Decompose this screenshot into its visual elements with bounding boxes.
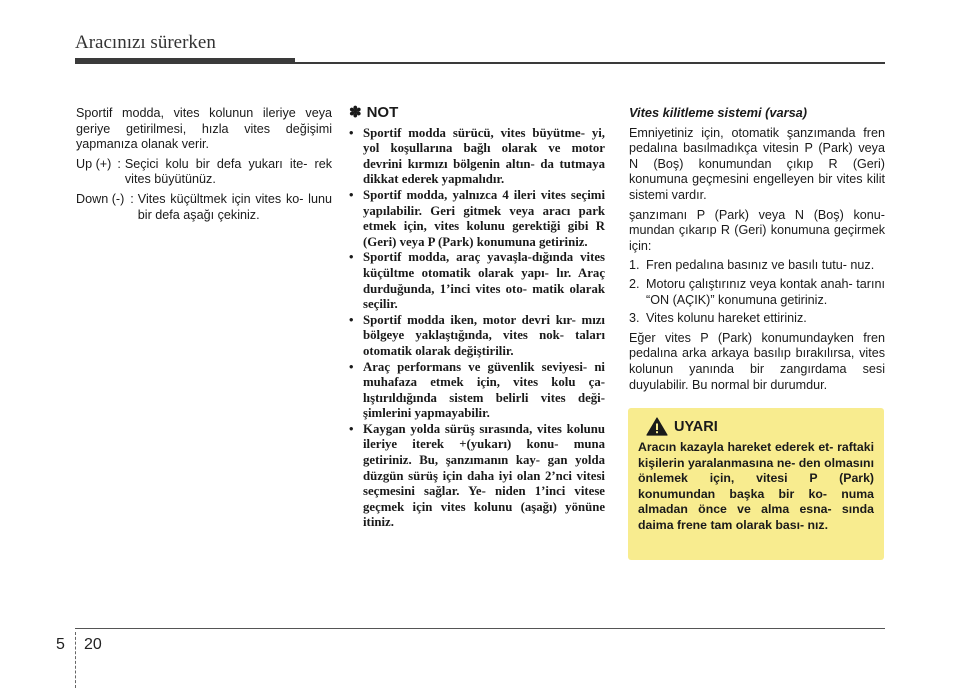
note-title: NOT: [366, 104, 399, 121]
sportif-intro-text: Sportif modda, vites kolunun ileriye veya geriye getirilmesi, hızla vites değişimi yapmanıza olanak verir.: [76, 106, 332, 152]
note-list-item: [349, 422, 605, 531]
definition-down: [76, 192, 332, 223]
note-section: [349, 106, 605, 531]
step-text: Vites kolunu hareket ettiriniz.: [646, 311, 807, 326]
step-text: Fren pedalına basınız ve basılı tutu- nuz.: [646, 258, 875, 273]
step-item: [629, 311, 885, 327]
note-list: [349, 126, 605, 531]
step-number: 1.: [629, 258, 640, 273]
page-number: 20: [84, 636, 102, 653]
bullet-icon: •: [349, 187, 354, 202]
definition-colon: :: [130, 191, 134, 206]
step-number: 2.: [629, 276, 640, 291]
definition-desc: Vites küçültmek için vites ko- lunu bir defa aşağı çekiniz.: [137, 191, 332, 222]
header-accent-bar: [75, 58, 295, 64]
warning-heading: [646, 417, 874, 436]
note-item-text: Araç performans ve güvenlik seviyesi- ni muhafaza etmek için, vites kolu ça- lıştırıldığında sistem belirli vites deği- şimlerini yapmayabilir.: [363, 359, 605, 421]
bullet-icon: •: [349, 125, 354, 140]
note-list-item: [349, 313, 605, 360]
definition-term: Up (+): [76, 156, 112, 171]
page-header-title: Aracınızı sürerken: [75, 32, 216, 53]
note-list-item: [349, 360, 605, 422]
step-number: 3.: [629, 311, 640, 326]
warning-text: Aracın kazayla hareket ederek et- raftaki kişilerin yaralanmasına ne- den olmasını önlemek için, vitesi P (Park) konumundan başka bir ko- numa almadan önce ve alma esna- sında daima frene tam olarak bası- nız.: [638, 440, 874, 532]
note-list-item: [349, 188, 605, 250]
footer-divider: [75, 632, 76, 688]
shift-lock-note: Eğer vites P (Park) konumundayken fren pedalına arka arkaya basılıp bırakılırsa, vites kolunun yanında bir zangırdama sesi duyulabilir. Bu normal bir durumdur.: [629, 330, 885, 392]
bullet-icon: •: [349, 421, 354, 436]
note-item-text: Sportif modda, yalnızca 4 ileri vites seçimi yapılabilir. Geri gitmek veya aracı park etmek için, vites kolunu gerektiği gibi R (Geri) veya P (Park) konumuna getiriniz.: [363, 187, 605, 249]
column-sportif-mode: [76, 106, 332, 227]
note-list-item: [349, 250, 605, 312]
header-rule: [295, 62, 885, 64]
warning-title: UYARI: [674, 418, 718, 435]
warning-triangle-icon: [646, 417, 668, 436]
shift-lock-intro: Emniyetiniz için, otomatik şanzımanda fren pedalına basılmadıkça vitesin P (Park) veya N (Boş) konumundan çıkıp R (Geri) konumuna geçmesini engelleyen bir vites kilit sistemi vardır.: [629, 125, 885, 202]
note-item-text: Kaygan yolda sürüş sırasında, vites kolunu ileriye iterek +(yukarı) konu- muna getiriniz. Bu, şanzımanın kay- gan yolda düzgün sürüş için daha iyi olan 2’nci vitesi seçmesini sağlar. Ye- niden 1’inci vitese geçmek için vites kolunu (aşağı) yönüne itiniz.: [363, 421, 605, 530]
definition-term: Down (-): [76, 191, 125, 206]
step-item: [629, 258, 885, 274]
step-text: Motoru çalıştırınız veya kontak anah- tarını “ON (AÇIK)” konumuna getiriniz.: [646, 276, 885, 307]
bullet-icon: •: [349, 312, 354, 327]
footer-rule: [75, 628, 885, 629]
definition-up: [76, 157, 332, 188]
shift-lock-heading: Vites kilitleme sistemi (varsa): [629, 105, 808, 120]
shift-lock-steps: [629, 258, 885, 326]
star-icon: ✽: [349, 104, 362, 121]
bullet-icon: •: [349, 250, 354, 265]
warning-box: [628, 408, 884, 560]
note-item-text: Sportif modda sürücü, vites büyütme- yi, yol koşullarına bağlı olarak ve motor devrini kırmızı bölgenin altın- da tutmaya dikkat ederek yapmalıdır.: [363, 125, 605, 187]
column-shift-lock: [629, 106, 885, 397]
definition-desc: Seçici kolu bir defa yukarı ite- rek vites büyütünüz.: [124, 156, 332, 187]
note-heading: [349, 105, 605, 121]
step-item: [629, 277, 885, 308]
shift-lock-instructions: şanzımanı P (Park) veya N (Boş) konu- mundan çıkarıp R (Geri) konumuna geçirmek için:: [629, 207, 885, 253]
note-item-text: Sportif modda iken, motor devri kır- mızı bölgeye yaklaştığında, vites nok- taları otomatik olarak değiştirilir.: [363, 312, 605, 358]
note-item-text: Sportif modda, araç yavaşla-dığında vites küçültme otomatik olarak yapı- lır. Araç durduğunda, 1’inci vites oto- matik olarak seçilir.: [363, 250, 605, 312]
section-number: 5: [56, 636, 65, 653]
definition-colon: :: [117, 156, 121, 171]
note-list-item: [349, 126, 605, 188]
bullet-icon: •: [349, 359, 354, 374]
